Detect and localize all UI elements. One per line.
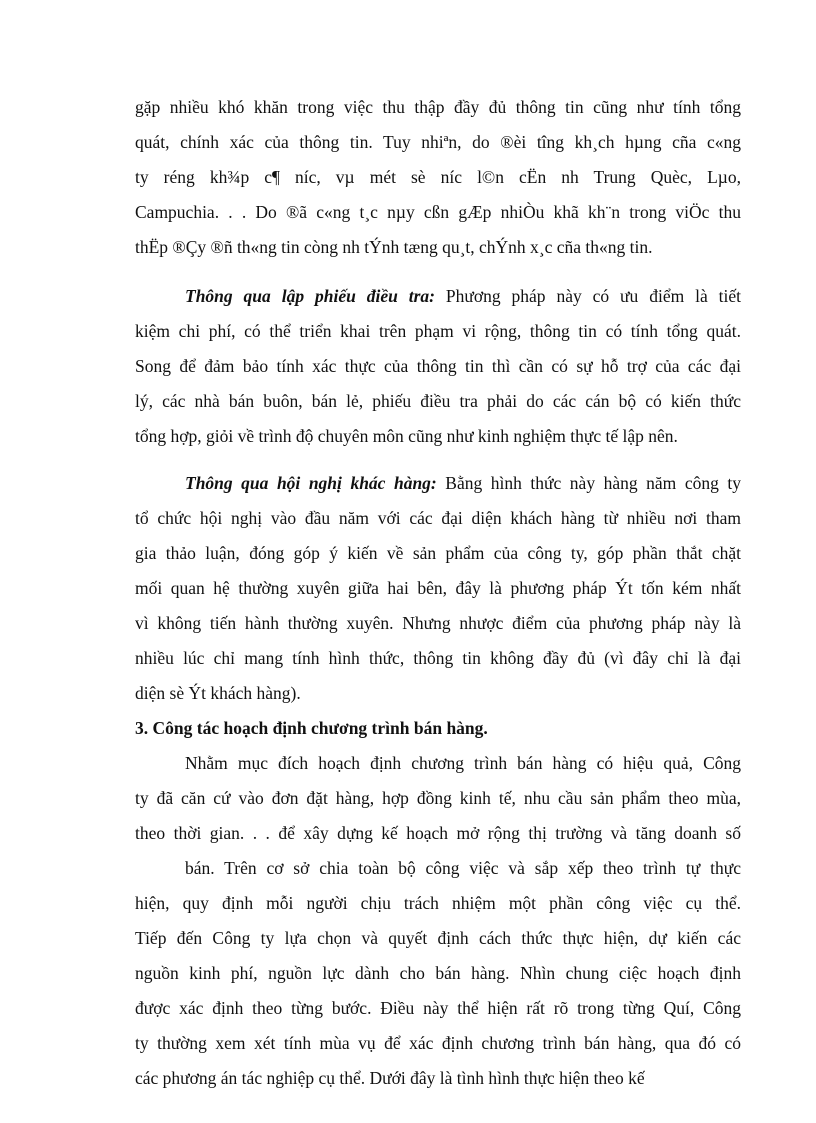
paragraph4-line-2: ty đã căn cứ vào đơn đặt hàng, hợp đồng kinh tế, nhu cầu sản phẩm theo mùa, — [135, 788, 741, 808]
paragraph5-line-6: ty thường xem xét tính mùa vụ để xác định chương trình bán hàng, qua đó có — [135, 1033, 741, 1053]
paragraph2-heading: Thông qua lập phiếu điều tra: — [185, 286, 435, 306]
paragraph4-line-3: theo thời gian. . . để xây dựng kế hoạch mở rộng thị trường và tăng doanh số — [135, 823, 741, 843]
paragraph4-line-1: Nhằm mục đích hoạch định chương trình bán hàng có hiệu quả, Công — [185, 753, 741, 773]
paragraph2-line-5: tổng hợp, giỏi về trình độ chuyên môn cũng như kinh nghiệm thực tế lập nên. — [135, 426, 678, 446]
paragraph3-line-2: tổ chức hội nghị vào đầu năm với các đại diện khách hàng từ nhiều nơi tham — [135, 508, 741, 528]
paragraph5-line-3: Tiếp đến Công ty lựa chọn và quyết định cách thức thực hiện, dự kiến các — [135, 928, 741, 948]
paragraph1-line-4: Campuchia. . . Do ®ã c«ng t¸c nµy cßn gÆp nhiÒu khã kh¨n trong viÖc thu — [135, 202, 741, 222]
paragraph3-heading: Thông qua hội nghị khác hàng: — [185, 473, 437, 493]
paragraph5-line-4: nguồn kinh phí, nguồn lực dành cho bán hàng. Nhìn chung ciệc hoạch định — [135, 963, 741, 983]
paragraph1-line-1: gặp nhiều khó khăn trong việc thu thập đầy đủ thông tin cũng như tính tổng — [135, 97, 741, 117]
paragraph3-line-3: gia thảo luận, đóng góp ý kiến về sản phẩm của công ty, góp phần thắt chặt — [135, 543, 741, 563]
paragraph3-line-5: vì không tiến hành thường xuyên. Nhưng nhược điểm của phương pháp này là — [135, 613, 741, 633]
paragraph2-first-line-rest: Phương pháp này có ưu điểm là tiết — [435, 286, 741, 306]
paragraph5-line-7: các phương án tác nghiệp cụ thể. Dưới đây là tình hình thực hiện theo kế — [135, 1068, 645, 1088]
paragraph2-line-4: lý, các nhà bán buôn, bán lẻ, phiếu điều tra phải do các cán bộ có kiến thức — [135, 391, 741, 411]
paragraph1-line-2: quát, chính xác của thông tin. Tuy nhiªn, do ®èi tîng kh¸ch hµng cña c«ng — [135, 132, 741, 152]
paragraph2-line-3: Song để đảm bảo tính xác thực của thông tin thì cần có sự hỗ trợ của các đại — [135, 356, 741, 376]
paragraph5-line-2: hiện, quy định mỗi người chịu trách nhiệm một phần công việc cụ thể. — [135, 893, 741, 913]
paragraph5-line-1: bán. Trên cơ sở chia toàn bộ công việc và sắp xếp theo trình tự thực — [185, 858, 741, 878]
paragraph2-line-1 — [185, 285, 741, 307]
paragraph1-line-3: ty réng kh¾p c¶ níc, vµ mét sè níc l©n cËn nh Trung Quèc, Lµo, — [135, 167, 741, 187]
paragraph2-line-2: kiệm chi phí, có thể triển khai trên phạm vi rộng, thông tin có tính tổng quát. — [135, 321, 741, 341]
paragraph3-line-7: diện sè Ýt khách hàng). — [135, 683, 301, 703]
paragraph3-line-6: nhiều lúc chỉ mang tính hình thức, thông tin không đầy đủ (vì đây chỉ là đại — [135, 648, 741, 668]
paragraph3-first-line-rest: Bằng hình thức này hàng năm công ty — [436, 473, 741, 493]
paragraph3-line-4: mối quan hệ thường xuyên giữa hai bên, đây là phương pháp Ýt tốn kém nhất — [135, 578, 741, 598]
paragraph5-line-5: được xác định theo từng bước. Điều này thể hiện rất rõ trong từng Quí, Công — [135, 998, 741, 1018]
paragraph3-line-1 — [185, 472, 741, 494]
paragraph1-line-5: thËp ®Çy ®ñ th«ng tin còng nh tÝnh tæng qu¸t, chÝnh x¸c cña th«ng tin. — [135, 237, 653, 257]
section-heading: 3. Công tác hoạch định chương trình bán hàng. — [135, 718, 488, 738]
